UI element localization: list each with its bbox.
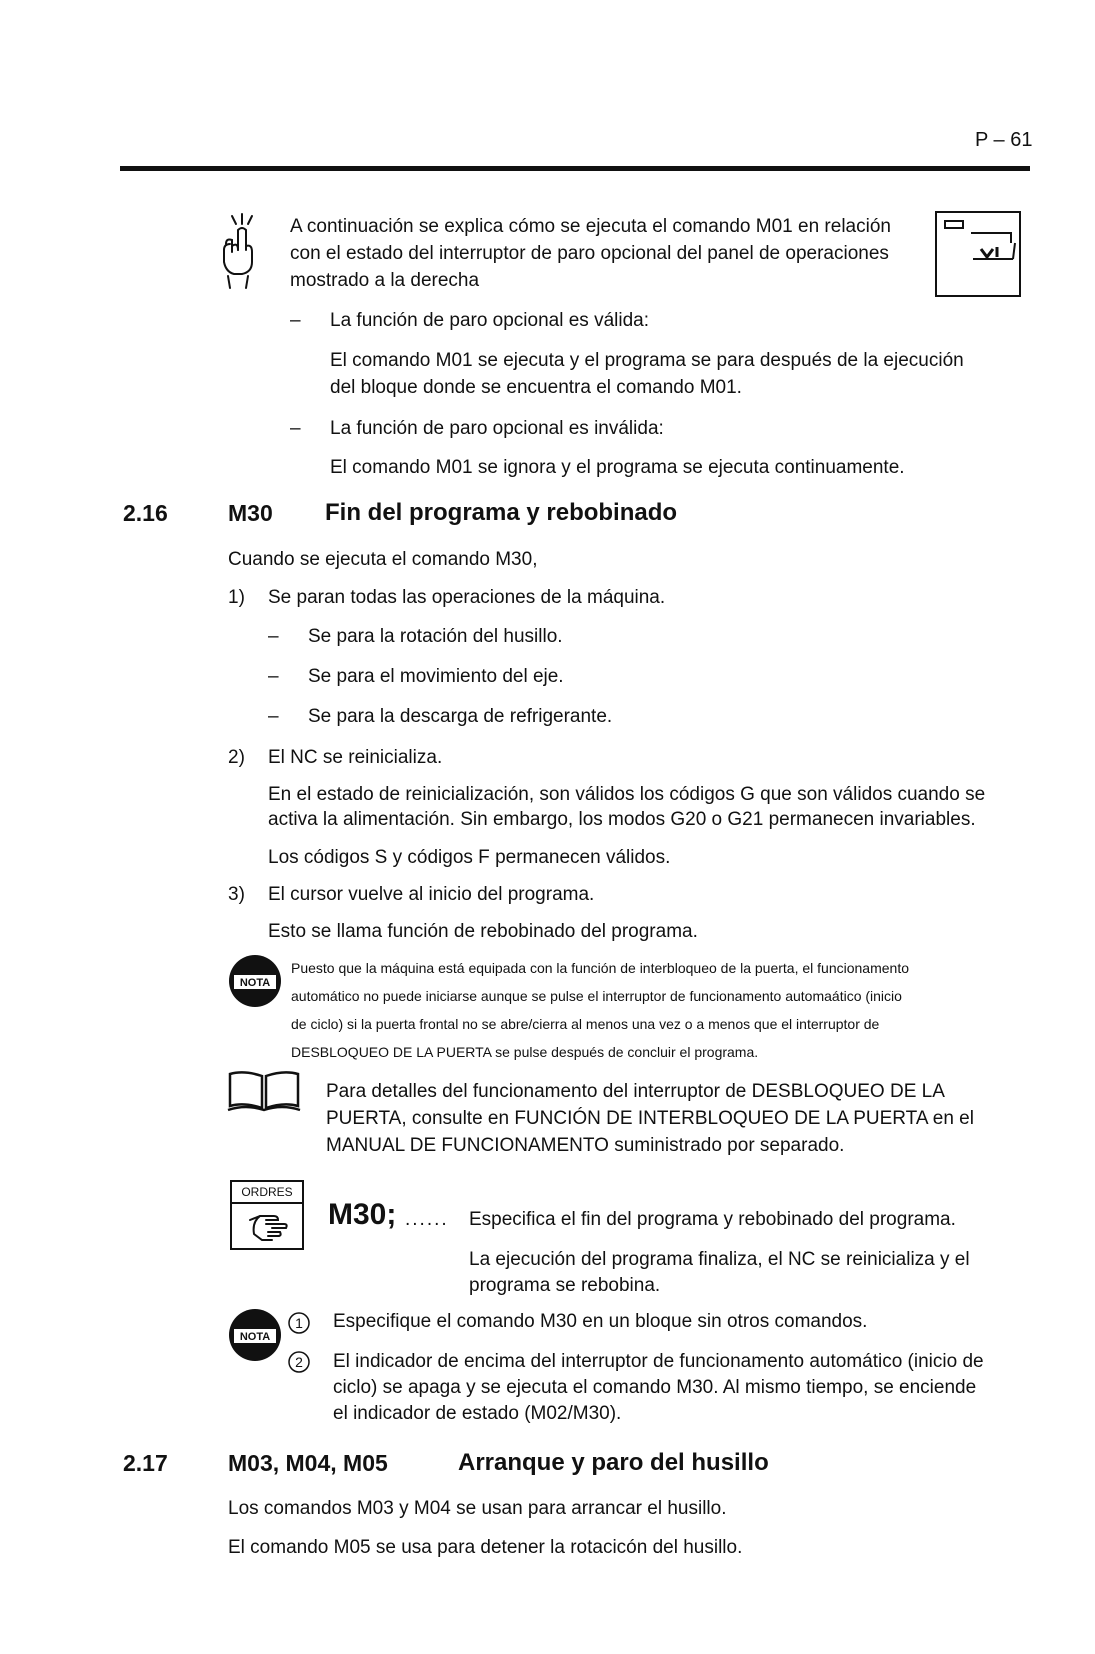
ref-line-1: Para detalles del funcionamento del interruptor de DESBLOQUEO DE LA bbox=[326, 1081, 945, 1102]
valid-body-2: del bloque donde se encuentra el comando M01. bbox=[330, 377, 742, 398]
pointing-hand-icon bbox=[208, 210, 268, 290]
item2-text: El NC se reinicializa. bbox=[268, 747, 443, 768]
note2-line-2b: ciclo) se apaga y se ejecuta el comando M30. Al mismo tiempo, se enciende bbox=[333, 1377, 977, 1398]
header-rule bbox=[120, 166, 1030, 171]
circled-number-1-text: 1 bbox=[295, 1315, 303, 1331]
command-desc-2-1: La ejecución del programa finaliza, el NC se reinicializa y el bbox=[469, 1249, 970, 1270]
command-hand-icon bbox=[246, 1208, 290, 1246]
circled-number-1 bbox=[287, 1311, 311, 1335]
ordres-box bbox=[230, 1180, 304, 1250]
invalid-body: El comando M01 se ignora y el programa se ejecuta continuamente. bbox=[330, 457, 905, 478]
section-216-title: Fin del programa y rebobinado bbox=[325, 499, 678, 526]
note2-line-2c: el indicador de estado (M02/M30). bbox=[333, 1403, 622, 1424]
intro-line-2: con el estado del interruptor de paro opcional del panel de operaciones bbox=[290, 243, 889, 264]
circled-number-2-text: 2 bbox=[295, 1354, 303, 1370]
section-216-number: 2.16 bbox=[123, 500, 168, 526]
item2-num: 2) bbox=[228, 747, 245, 768]
sub-dash-1: – bbox=[268, 626, 279, 647]
item3-text: El cursor vuelve al inicio del programa. bbox=[268, 884, 595, 905]
invalid-title: La función de paro opcional es inválida: bbox=[330, 418, 664, 439]
nota-icon bbox=[226, 952, 284, 1010]
item1-text: Se paran todas las operaciones de la máquina. bbox=[268, 587, 666, 608]
nota-icon bbox=[226, 1306, 284, 1364]
section-217-line-1: Los comandos M03 y M04 se usan para arrancar el husillo. bbox=[228, 1498, 727, 1519]
dash-1: – bbox=[290, 310, 301, 331]
circled-number-2 bbox=[287, 1350, 311, 1374]
section-217-number: 2.17 bbox=[123, 1450, 168, 1476]
command-m30: M30; bbox=[328, 1198, 397, 1231]
sub-dash-2: – bbox=[268, 666, 279, 687]
sub1-text: Se para la rotación del husillo. bbox=[308, 626, 563, 647]
note2-line-1: Especifique el comando M30 en un bloque sin otros comandos. bbox=[333, 1311, 868, 1332]
section-217-title: Arranque y paro del husillo bbox=[458, 1449, 769, 1476]
nota1-line-2: automático no puede iniciarse aunque se pulse el interruptor de funcionamento automaático (inicio bbox=[291, 988, 902, 1004]
command-dots: ...... bbox=[405, 1209, 449, 1230]
item2-body-1: En el estado de reinicialización, son válidos los códigos G que son válidos cuando se bbox=[268, 784, 986, 805]
item3-num: 3) bbox=[228, 884, 245, 905]
ref-line-3: MANUAL DE FUNCIONAMENTO suministrado por separado. bbox=[326, 1135, 845, 1156]
item3-body: Esto se llama función de rebobinado del programa. bbox=[268, 921, 698, 942]
intro-line-1: A continuación se explica cómo se ejecuta el comando M01 en relación bbox=[290, 216, 891, 237]
sub-dash-3: – bbox=[268, 706, 279, 727]
optional-stop-switch-icon bbox=[935, 211, 1021, 297]
ordres-label: ORDRES bbox=[232, 1182, 302, 1204]
item2-body-2: activa la alimentación. Sin embargo, los modos G20 o G21 permanecen invariables. bbox=[268, 809, 976, 830]
sub3-text: Se para la descarga de refrigerante. bbox=[308, 706, 613, 727]
command-desc-2-2: programa se rebobina. bbox=[469, 1275, 661, 1296]
item2-body-3: Los códigos S y códigos F permanecen válidos. bbox=[268, 847, 671, 868]
intro-line-3: mostrado a la derecha bbox=[290, 270, 480, 291]
nota1-line-1: Puesto que la máquina está equipada con la función de interbloqueo de la puerta, el funcionamento bbox=[291, 960, 910, 976]
section-216-code: M30 bbox=[228, 500, 273, 526]
dash-2: – bbox=[290, 418, 301, 439]
manual-book-icon bbox=[226, 1068, 302, 1112]
section-217-code: M03, M04, M05 bbox=[228, 1450, 388, 1476]
nota1-line-3: de ciclo) si la puerta frontal no se abre/cierra al menos una vez o a menos que el interruptor de bbox=[291, 1016, 880, 1032]
note2-line-2a: El indicador de encima del interruptor de funcionamento automático (inicio de bbox=[333, 1351, 984, 1372]
valid-title: La función de paro opcional es válida: bbox=[330, 310, 650, 331]
valid-body-1: El comando M01 se ejecuta y el programa se para después de la ejecución bbox=[330, 350, 964, 371]
page-number: P – 61 bbox=[975, 129, 1033, 151]
nota1-line-4: DESBLOQUEO DE LA PUERTA se pulse después de concluir el programa. bbox=[291, 1044, 759, 1060]
ref-line-2: PUERTA, consulte en FUNCIÓN DE INTERBLOQUEO DE LA PUERTA en el bbox=[326, 1108, 974, 1129]
nota-icon-label: NOTA bbox=[239, 1331, 271, 1343]
nota-icon-label: NOTA bbox=[239, 977, 271, 989]
section-216-lead: Cuando se ejecuta el comando M30, bbox=[228, 549, 538, 570]
section-217-line-2: El comando M05 se usa para detener la rotacicón del husillo. bbox=[228, 1537, 743, 1558]
command-desc: Especifica el fin del programa y rebobinado del programa. bbox=[469, 1209, 956, 1230]
item1-num: 1) bbox=[228, 587, 245, 608]
sub2-text: Se para el movimiento del eje. bbox=[308, 666, 564, 687]
